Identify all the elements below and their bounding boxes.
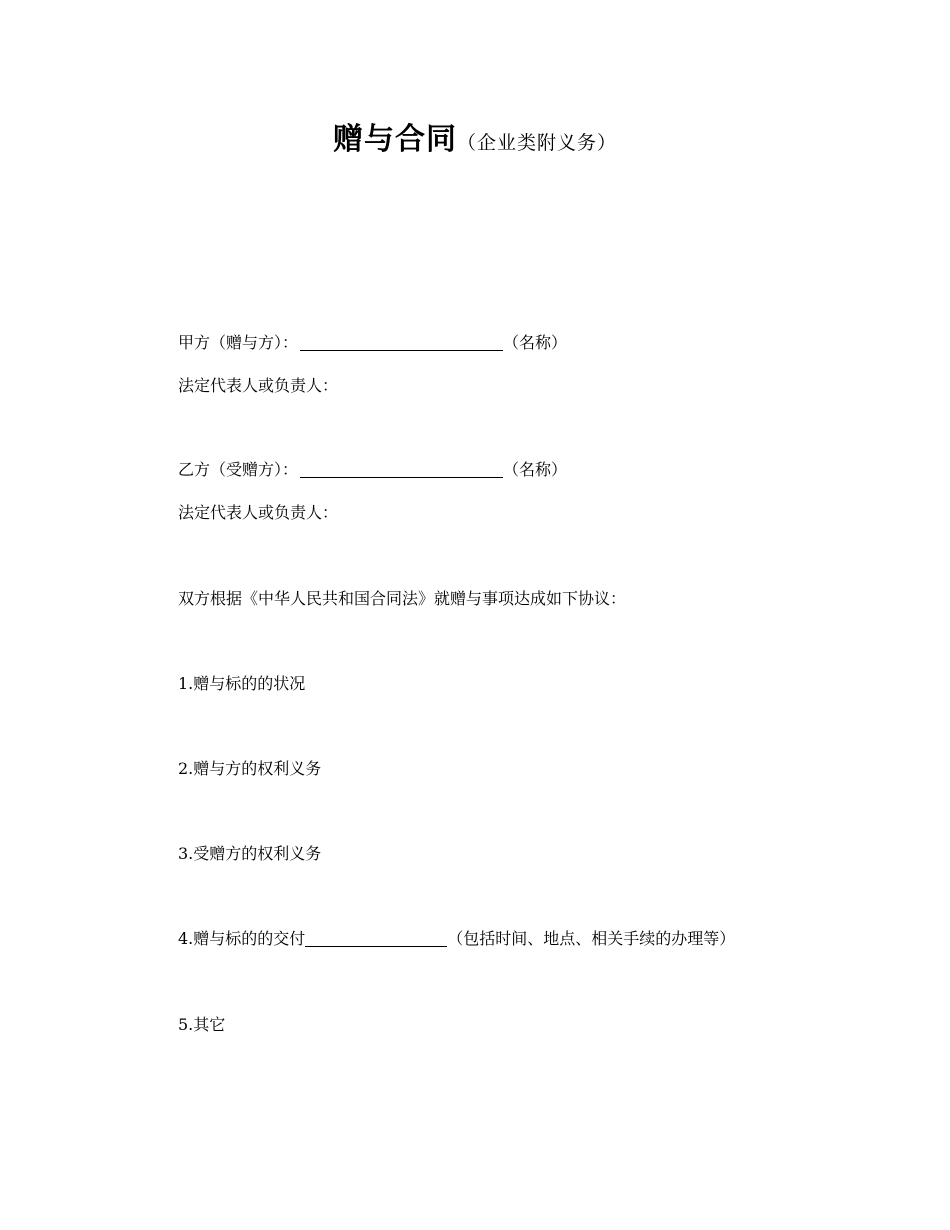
party-a-label: 甲方（赠与方）： bbox=[178, 333, 299, 352]
party-b-name-suffix: （名称） bbox=[503, 460, 568, 479]
party-a-representative bbox=[178, 375, 338, 397]
party-b-representative bbox=[178, 502, 338, 524]
clause-4-suffix: （包括时间、地点、相关手续的办理等） bbox=[447, 929, 736, 948]
preamble bbox=[178, 588, 626, 610]
clause-4 bbox=[178, 928, 735, 950]
party-a-name-suffix: （名称） bbox=[503, 333, 568, 352]
party-b-line bbox=[178, 459, 567, 481]
clause-2 bbox=[178, 758, 321, 780]
title-subtitle: （企业类附义务） bbox=[456, 132, 617, 154]
document-title bbox=[0, 114, 950, 158]
party-b-label: 乙方（受赠方）： bbox=[178, 460, 299, 479]
clause-1 bbox=[178, 673, 305, 695]
clause-2-text: 2.赠与方的权利义务 bbox=[178, 759, 322, 778]
party-b-name-blank[interactable] bbox=[300, 461, 503, 478]
clause-5 bbox=[178, 1014, 225, 1036]
clause-4-prefix: 4.赠与标的的交付 bbox=[178, 929, 306, 948]
clause-3-text: 3.受赠方的权利义务 bbox=[178, 844, 322, 863]
title-main: 赠与合同 bbox=[332, 122, 457, 157]
party-a-rep-label: 法定代表人或负责人： bbox=[178, 376, 339, 395]
clause-5-text: 5.其它 bbox=[178, 1015, 226, 1034]
preamble-text: 双方根据《中华人民共和国合同法》就赠与事项达成如下协议： bbox=[178, 589, 627, 608]
party-b-rep-label: 法定代表人或负责人： bbox=[178, 503, 339, 522]
clause-4-delivery-blank[interactable] bbox=[305, 930, 447, 947]
party-a-name-blank[interactable] bbox=[300, 334, 503, 351]
clause-3 bbox=[178, 843, 321, 865]
party-a-line bbox=[178, 332, 567, 354]
clause-1-text: 1.赠与标的的状况 bbox=[178, 674, 306, 693]
